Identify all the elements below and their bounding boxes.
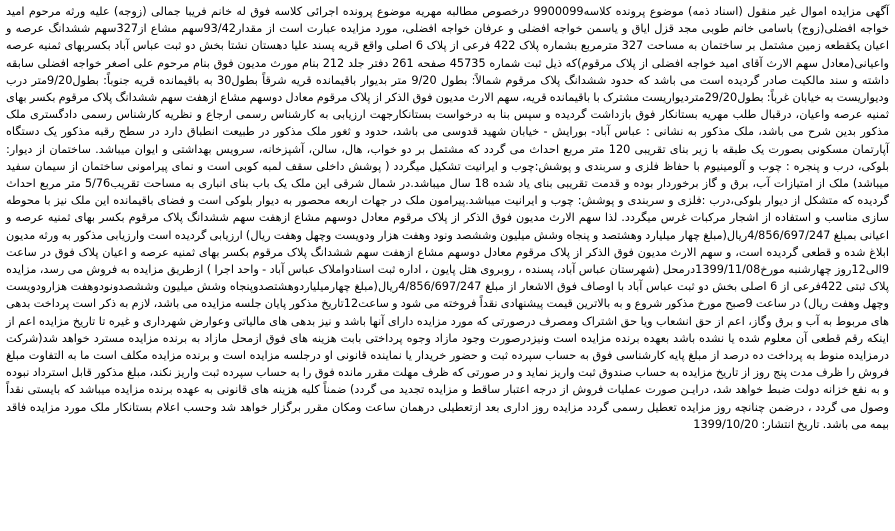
notice-text: آگهی مزایده اموال غیر منقول (اسناد ذمه) موضوع پرونده کلاسه9900099 درخصوص مطالبه مهریه موضوع پرونده اجرائی کلاسه فوق له خانم فریبا جمالی (زوجه) علیه ورثه مرحوم امید خواجه افضلی(زوج) باسامی خانم طوبی مجد قزل ایاق و یاسمن خواجه افضلی و عرفان خواجه افضلی، مورد مزایده عبارت است از مقدار93/42سهم مشاع از327سهم ششدانگ عرصه و اعیان یکقطعه زمین مشتمل بر ساختمان به مساحت 327 مترمربع بشماره پلاک 422 فرعی از پلاک 6 اصلی واقع قریه پسند علیا دهستان نشتا بخش دو ثبت عباس آباد بکسربهای ثمنیه عرصه واعیانی(معادل سهم الارث آقای امید خواجه افضلی از پلاک مرقوم)که ذیل ثبت شماره 45735 صفحه 261 دفتر جلد 212 بنام مورث مدیون فوق بنام مرحوم علی اصغر خواجه افضلی سابقه داشته و سند مالکیت صادر گردیده است می باشد که حدود ششدانگ پلاک مرقوم شمالاً: بطول 9/20 متر بدیوار باقیمانده قریه شرقاً بطول30 به باقیمانده قریه جنوباً: بطول9/20متر درب ودیواریست به خیابان غرباً: بطول29/20متردیواریست مشترک با باقیمانده قریه، سهم الارث مدیون فوق الذکر از پلاک مرقوم معادل دوسهم مشاع ازهفت سهم ششدانگ پلاک مرقوم بکسر بهای ثمنیه عرصه واعیان، درقبال طلب مهریه بستانکار فوق بازداشت گردیده و سپس بنا به درخواست بستانکارجهت ارزیابی به کارشناس رسمی ارجاع و نظریه کارشناس رسمی دادگستری ملک مذکور بدین شرح می باشد، ملک مذکور به نشانی : عباس آباد- بورایش - خیابان شهید قدوسی می باشد، حدود و ثغور ملک مذکور در طبیعت انطباق دارد در سطح رقبه مذکور یک دستگاه آپارتمان مسکونی بصورت یک طبقه با زیر بنای تقریبی 120 متر مربع احداث می گردد که مشتمل بر دو خواب، هال، سالن، آشپزخانه، سرویس بهداشتی و ایوان میباشد. ساختمان از دیوار: بلوکی، درب و پنجره : چوب و آلومینیوم با حفاظ فلزی و سربندی و پوشش:چوب و ایرانیت تشکیل میگردد ( پوشش داخلی سقف لمبه کوبی است و نمای پیرامونی ساختمان از سیمان سفید میباشد) ملک از امتیازات آب، برق و گاز برخوردار بوده و قدمت تقریبی بنای یاد شده 18 سال میباشد.در شمال شرقی این ملک یک باب بنای انباری به مساحت تقریب5/76 متر مربع احداث گردیده که متشکل از دیوار بلوکی،درب :فلزی و سربندی و پوشش: چوب و ایرانیت میباشد.پیرامون ملک در جهات اربعه محصور به دیوار بلوکی است و فضای باقیمانده این ملک نیز با محوطه سازی مناسب و استفاده از اشجار مرکبات غرس میگردد. لذا سهم الارث مدیون فوق الذکر از پلاک مرقوم معادل دوسهم مشاع ازهفت سهم ششدانگ پلاک مرقوم بکسر بهای ثمنیه عرصه و اعیانی بمبلغ 4/856/697/247ریال(مبلغ چهار میلیارد وهشتصد و پنجاه وشش میلیون وششصد ونود وهفت هزار ودویست وچهل وهفت ریال) ارزیابی گردیده است وارزیابی مذکور به ورثه مدیون ابلاغ شده و قطعی گردیده است، و سهم الارث مدیون فوق الذکر از پلاک مرقوم معادل دوسهم مشاع ازهفت سهم ششدانگ پلاک مرقوم بکسر بهای ثمنیه عرصه و اعیان پلاک فوق در ساعت 9الی12روز چهارشنبه مورخ1399/11/08درمحل (شهرستان عباس آباد، پسنده ، روبروی هتل پایون ، اداره ثبت اسنادواملاک عباس آباد - واحد اجرا ) ازطریق مزایده به فروش می رسد، مزایده پلاک ثبتی 422فرعی از 6 اصلی بخش دو ثبت عباس آباد با اوصاف فوق الاشعار از مبلغ 4/856/697/247ریال(مبلغ چهارمیلیاردوهشتصدوپنجاه وشش میلیون وششصدونودوهفت هزارودویست وچهل وهفت ریال) در ساعت 9صبح مورخ مذکور شروع و به بالاترین قیمت پیشنهادی نقداً فروخته می شود و ساعت12تاریخ مذکور پایان جلسه مزایده می باشد، لازم به ذکر است پرداخت بدهی های مربوط به آب و برق وگاز، اعم از حق انشعاب ویا حق اشتراک ومصرف درصورتی که مورد مزایده دارای آنها باشد و نیز بدهی های مالیاتی وعوارض شهرداری و غیره تا تاریخ مزایده اعم از اینکه رقم قطعی آن معلوم شده یا نشده باشد بعهده برنده مزایده است ونیزدرصورت وجود مازاد وجوه پرداختی بابت هزینه های فوق ازمحل مازاد به برنده مزایده مسترد خواهد شد(شرکت درمزایده منوط به پرداخت ده درصد از مبلغ پایه کارشناسی فوق به حساب سپرده ثبت و حضور خریدار یا نماینده قانونی او درجلسه مزایده است و برنده مزایده مکلف است ما به التفاوت مبلغ فروش را ظرف مدت پنج روز از تاریخ مزایده به حساب صندوق ثبت واریز نماید و در صورتی که ظرف مهلت مقرر مانده فوق را به حساب سپرده ثبت واریز نکند، مبلغ مذکور قابل استرداد نبوده و به نفع خزانه دولت ضبط خواهد شد، درایـن صورت عملیات فروش از درجه اعتبار ساقط و مزایده تجدید می گردد) ضمناً کلیه هزینه های قانونی به عهده برنده مزایده میباشد که بایستی نقداً وصول می گردد ، درضمن چنانچه روز مزایده تعطیل رسمی گردد مزایده روز اداری بعد ازتعطیلی درهمان ساعت ومکان مقرر برگزار خواهد شد وحسب اعلام بستانکار ملک مورد مزایده فاقد بیمه می باشد. تاریخ انتشار: 1399/10/20 xyxy=(6,5,890,431)
